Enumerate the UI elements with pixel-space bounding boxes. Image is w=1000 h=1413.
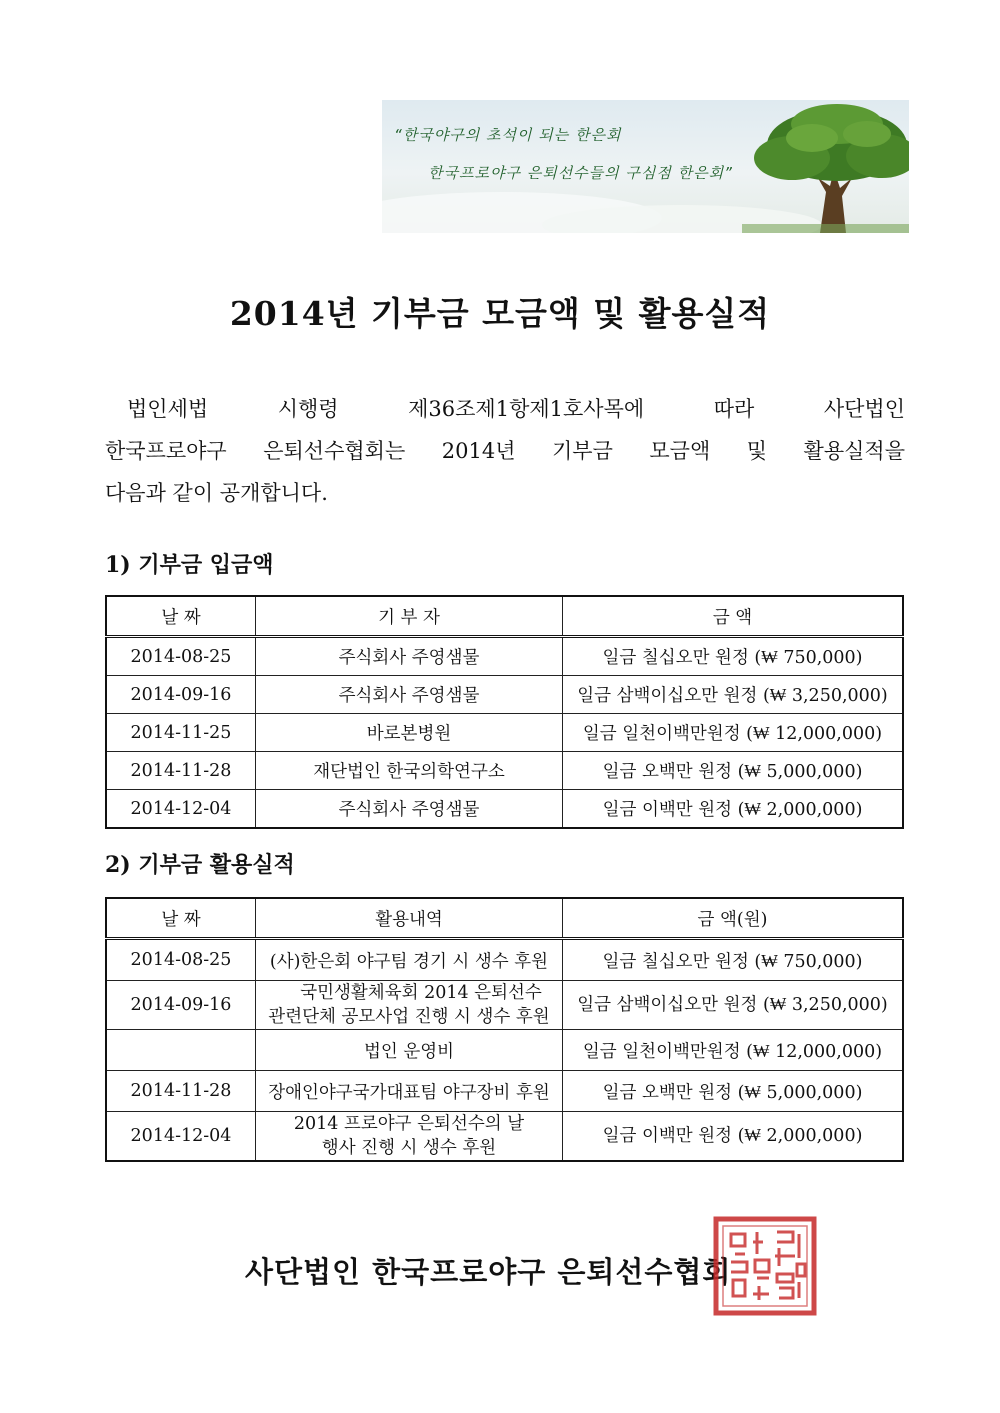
cell-amount: 일금 삼백이십오만 원정 (₩ 3,250,000) bbox=[563, 981, 904, 1030]
intro-paragraph bbox=[105, 388, 905, 514]
cell-donor: 주식회사 주영샘물 bbox=[256, 637, 563, 676]
cell-date: 2014-11-28 bbox=[106, 752, 256, 790]
deposits-table bbox=[105, 595, 904, 829]
table-row bbox=[106, 981, 903, 1030]
column-header-usage: 활용내역 bbox=[256, 898, 563, 939]
section-heading-deposits: 1) 기부금 입금액 bbox=[105, 552, 274, 578]
cell-usage-line: 관련단체 공모사업 진행 시 생수 후원 bbox=[268, 1007, 550, 1027]
cell-amount: 일금 일천이백만원정 (₩ 12,000,000) bbox=[563, 714, 904, 752]
cell-usage bbox=[256, 981, 563, 1030]
column-header-date: 날 짜 bbox=[106, 898, 256, 939]
cell-donor: 재단법인 한국의학연구소 bbox=[256, 752, 563, 790]
cell-date: 2014-09-16 bbox=[106, 676, 256, 714]
cell-donor: 바로본병원 bbox=[256, 714, 563, 752]
cell-amount: 일금 이백만 원정 (₩ 2,000,000) bbox=[563, 1112, 904, 1162]
cell-date: 2014-08-25 bbox=[106, 939, 256, 981]
cell-date: 2014-08-25 bbox=[106, 637, 256, 676]
organization-name: 사단법인 한국프로야구 은퇴선수협회 bbox=[245, 1255, 732, 1289]
cell-amount: 일금 삼백이십오만 원정 (₩ 3,250,000) bbox=[563, 676, 904, 714]
table-header-row bbox=[106, 898, 903, 939]
table-row bbox=[106, 1030, 903, 1071]
banner-slogan-line-2: 한국프로야구 은퇴선수들의 구심점 한은회” bbox=[428, 164, 733, 182]
cell-date: 2014-11-28 bbox=[106, 1071, 256, 1112]
cell-amount: 일금 이백만 원정 (₩ 2,000,000) bbox=[563, 790, 904, 829]
cell-usage-line: 2014 프로야구 은퇴선수의 날 bbox=[293, 1114, 525, 1134]
intro-line-1: 법인세법 시행령 제36조제1항제1호사목에 따라 사단법인 bbox=[127, 397, 905, 421]
cell-amount: 일금 칠십오만 원정 (₩ 750,000) bbox=[563, 939, 904, 981]
cell-usage-line: 행사 진행 시 생수 후원 bbox=[321, 1138, 497, 1158]
cell-usage bbox=[256, 1071, 563, 1112]
cell-usage-line: (사)한은회 야구팀 경기 시 생수 후원 bbox=[269, 951, 549, 972]
table-row bbox=[106, 714, 903, 752]
cell-amount: 일금 오백만 원정 (₩ 5,000,000) bbox=[563, 752, 904, 790]
cell-date: 2014-11-25 bbox=[106, 714, 256, 752]
table-row bbox=[106, 1071, 903, 1112]
table-row bbox=[106, 790, 903, 829]
intro-line-3: 다음과 같이 공개합니다. bbox=[105, 481, 328, 505]
cell-usage bbox=[256, 939, 563, 981]
table-row bbox=[106, 1112, 903, 1162]
cell-usage-line: 법인 운영비 bbox=[363, 1041, 455, 1062]
cell-amount: 일금 일천이백만원정 (₩ 12,000,000) bbox=[563, 1030, 904, 1071]
cell-donor: 주식회사 주영샘물 bbox=[256, 790, 563, 829]
intro-line-2: 한국프로야구 은퇴선수협회는 2014년 기부금 모금액 및 활용실적을 bbox=[105, 439, 905, 463]
column-header-amount: 금 액(원) bbox=[563, 898, 904, 939]
page-title: 2014년 기부금 모금액 및 활용실적 bbox=[229, 294, 771, 333]
column-header-donor: 기 부 자 bbox=[256, 596, 563, 637]
table-row bbox=[106, 676, 903, 714]
cell-usage-line: 장애인야구국가대표팀 야구장비 후원 bbox=[268, 1082, 550, 1103]
cell-date: 2014-09-16 bbox=[106, 981, 256, 1030]
table-row bbox=[106, 637, 903, 676]
cell-date: 2014-12-04 bbox=[106, 790, 256, 829]
banner-slogan-line-1: “한국야구의 초석이 되는 한은회 bbox=[394, 126, 622, 144]
cell-usage bbox=[256, 1030, 563, 1071]
cell-usage bbox=[256, 1112, 563, 1162]
header-banner bbox=[382, 100, 909, 233]
cell-usage-line: 국민생활체육회 2014 은퇴선수 bbox=[300, 983, 542, 1003]
column-header-date: 날 짜 bbox=[106, 596, 256, 637]
cell-date: 2014-12-04 bbox=[106, 1112, 256, 1162]
cell-amount: 일금 오백만 원정 (₩ 5,000,000) bbox=[563, 1071, 904, 1112]
table-row bbox=[106, 752, 903, 790]
usage-table bbox=[105, 897, 904, 1162]
section-heading-usage: 2) 기부금 활용실적 bbox=[105, 852, 295, 878]
cell-date bbox=[106, 1030, 256, 1071]
cell-donor: 주식회사 주영샘물 bbox=[256, 676, 563, 714]
cell-amount: 일금 칠십오만 원정 (₩ 750,000) bbox=[563, 637, 904, 676]
table-row bbox=[106, 939, 903, 981]
official-seal-stamp bbox=[713, 1216, 817, 1316]
table-header-row bbox=[106, 596, 903, 637]
column-header-amount: 금 액 bbox=[563, 596, 904, 637]
